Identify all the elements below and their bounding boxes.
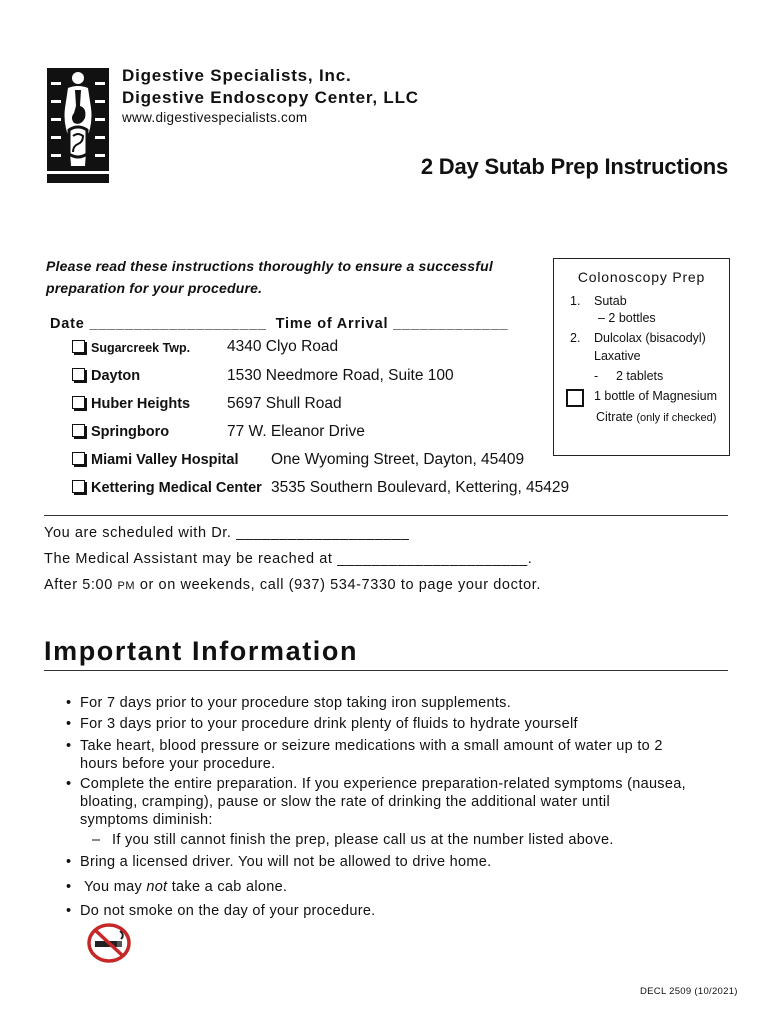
intro-text <box>46 255 516 299</box>
bullet-item: • Do not smoke on the day of your procedure. <box>66 902 726 920</box>
location-row[interactable] <box>72 423 365 440</box>
bullet-item: • Bring a licensed driver. You will not be allowed to drive home. <box>66 853 726 871</box>
intro-line-2: preparation for your procedure. <box>46 280 263 296</box>
checkbox-icon[interactable] <box>72 368 85 381</box>
important-heading: Important Information <box>44 636 359 666</box>
prep-item-magnesium: 1 bottle of Magnesium <box>594 389 717 403</box>
location-row[interactable] <box>72 338 339 356</box>
location-row[interactable] <box>72 367 454 384</box>
website-link[interactable]: www.digestivespecialists.com <box>122 110 308 125</box>
bullet-text: For 3 days prior to your procedure drink plenty of fluids to hydrate yourself <box>80 716 578 732</box>
divider <box>44 670 728 671</box>
bullet-text: Bring a licensed driver. You will not be allowed to drive home. <box>80 854 492 870</box>
location-address: 4340 Clyo Road <box>227 338 339 355</box>
colonoscopy-prep-box <box>553 258 730 456</box>
prep-item-magnesium-cont: Citrate <box>596 410 633 424</box>
location-name: Miami Valley Hospital <box>91 452 239 468</box>
checkbox-icon[interactable] <box>72 480 85 493</box>
location-address: One Wyoming Street, Dayton, 45409 <box>271 451 525 468</box>
sub-bullet-item: – If you still cannot finish the prep, please call us at the number listed above. <box>92 831 732 849</box>
bullet-item: • For 7 days prior to your procedure stop taking iron supplements. <box>66 694 726 712</box>
checkbox-icon[interactable] <box>72 452 85 465</box>
prep-item-sutab-qty: – 2 bottles <box>598 311 656 325</box>
after-hours-post: or on weekends, call (937) 534-7330 to page your doctor. <box>135 577 542 593</box>
no-smoking-icon <box>87 923 131 963</box>
form-code: DECL 2509 (10/2021) <box>640 986 738 997</box>
location-row[interactable] <box>72 451 525 468</box>
checkbox-icon[interactable] <box>72 340 85 353</box>
prep-item-sutab: Sutab <box>594 294 627 308</box>
bullet-text: Take heart, blood pressure or seizure medications with a small amount of water up to 2 <box>80 738 663 754</box>
assistant-line: The Medical Assistant may be reached at ______________________. <box>44 551 533 567</box>
prep-item-number: 2. <box>570 331 581 345</box>
after-hours-pm: PM <box>117 580 136 592</box>
location-address: 3535 Southern Boulevard, Kettering, 45429 <box>271 479 570 496</box>
bullet-text: take a cab alone. <box>167 879 288 895</box>
bullet-item: • For 3 days prior to your procedure drink plenty of fluids to hydrate yourself <box>66 715 726 733</box>
page-title: 2 Day Sutab Prep Instructions <box>420 154 728 179</box>
arrival-field[interactable]: Time of Arrival _____________ <box>275 316 509 332</box>
prep-item-dash: - <box>594 369 599 383</box>
bullet-text: Do not smoke on the day of your procedure. <box>80 903 376 919</box>
location-row[interactable] <box>72 479 570 496</box>
location-address: 1530 Needmore Road, Suite 100 <box>227 367 454 384</box>
org-subname: Digestive Endoscopy Center, LLC <box>122 88 419 107</box>
after-hours-pre: After 5:00 <box>44 577 118 593</box>
date-field[interactable]: Date ____________________ <box>50 316 267 332</box>
bullet-text: hours before your procedure. <box>80 756 276 772</box>
location-row[interactable] <box>72 395 342 412</box>
digestive-system-logo-icon <box>47 68 109 183</box>
org-name: Digestive Specialists, Inc. <box>122 66 352 85</box>
prep-item-dulcolax-cont: Laxative <box>594 349 641 363</box>
divider <box>44 515 728 516</box>
prep-heading: Colonoscopy Prep <box>577 269 706 285</box>
bullet-item: • Take heart, blood pressure or seizure medications with a small amount of water up to 2 hours before your procedure. <box>66 737 726 773</box>
location-name: Huber Heights <box>91 396 191 412</box>
bullet-text: If you still cannot finish the prep, please call us at the number listed above. <box>112 832 614 848</box>
bullet-text: Complete the entire preparation. If you experience preparation-related symptoms (nausea, <box>80 776 686 792</box>
bullet-text: For 7 days prior to your procedure stop taking iron supplements. <box>80 695 512 711</box>
location-name: Springboro <box>91 424 170 440</box>
location-address: 5697 Shull Road <box>227 395 342 412</box>
bullet-emphasis: not <box>146 879 168 895</box>
after-hours-line <box>44 577 541 593</box>
prep-item-number: 1. <box>570 294 581 308</box>
bullet-text: You may <box>84 879 147 895</box>
bullet-text: symptoms diminish: <box>80 812 213 828</box>
bullet-item: • Complete the entire preparation. If you experience preparation-related symptoms (nausea, bloating, cramping), pause or slow the rate of drinking the additional water until symptoms diminish: <box>66 775 726 829</box>
location-name: Dayton <box>91 368 141 384</box>
date-arrival-line <box>50 316 508 332</box>
magnesium-checkbox[interactable] <box>566 389 584 407</box>
intro-line-1: Please read these instructions thoroughly to ensure a successful <box>46 258 493 274</box>
prep-item-dulcolax: Dulcolax (bisacodyl) <box>594 331 706 345</box>
location-name: Sugarcreek Twp. <box>91 341 191 355</box>
checkbox-icon[interactable] <box>72 424 85 437</box>
location-name: Kettering Medical Center <box>91 480 262 496</box>
checkbox-icon[interactable] <box>72 396 85 409</box>
doctor-line: You are scheduled with Dr. ____________________ <box>44 525 410 541</box>
prep-item-note: (only if checked) <box>636 412 717 424</box>
bullet-text: bloating, cramping), pause or slow the rate of drinking the additional water until <box>80 794 610 810</box>
bullet-item: • You may not take a cab alone. <box>66 879 288 895</box>
prep-item-dulcolax-qty: 2 tablets <box>616 369 664 383</box>
location-address: 77 W. Eleanor Drive <box>227 423 365 440</box>
